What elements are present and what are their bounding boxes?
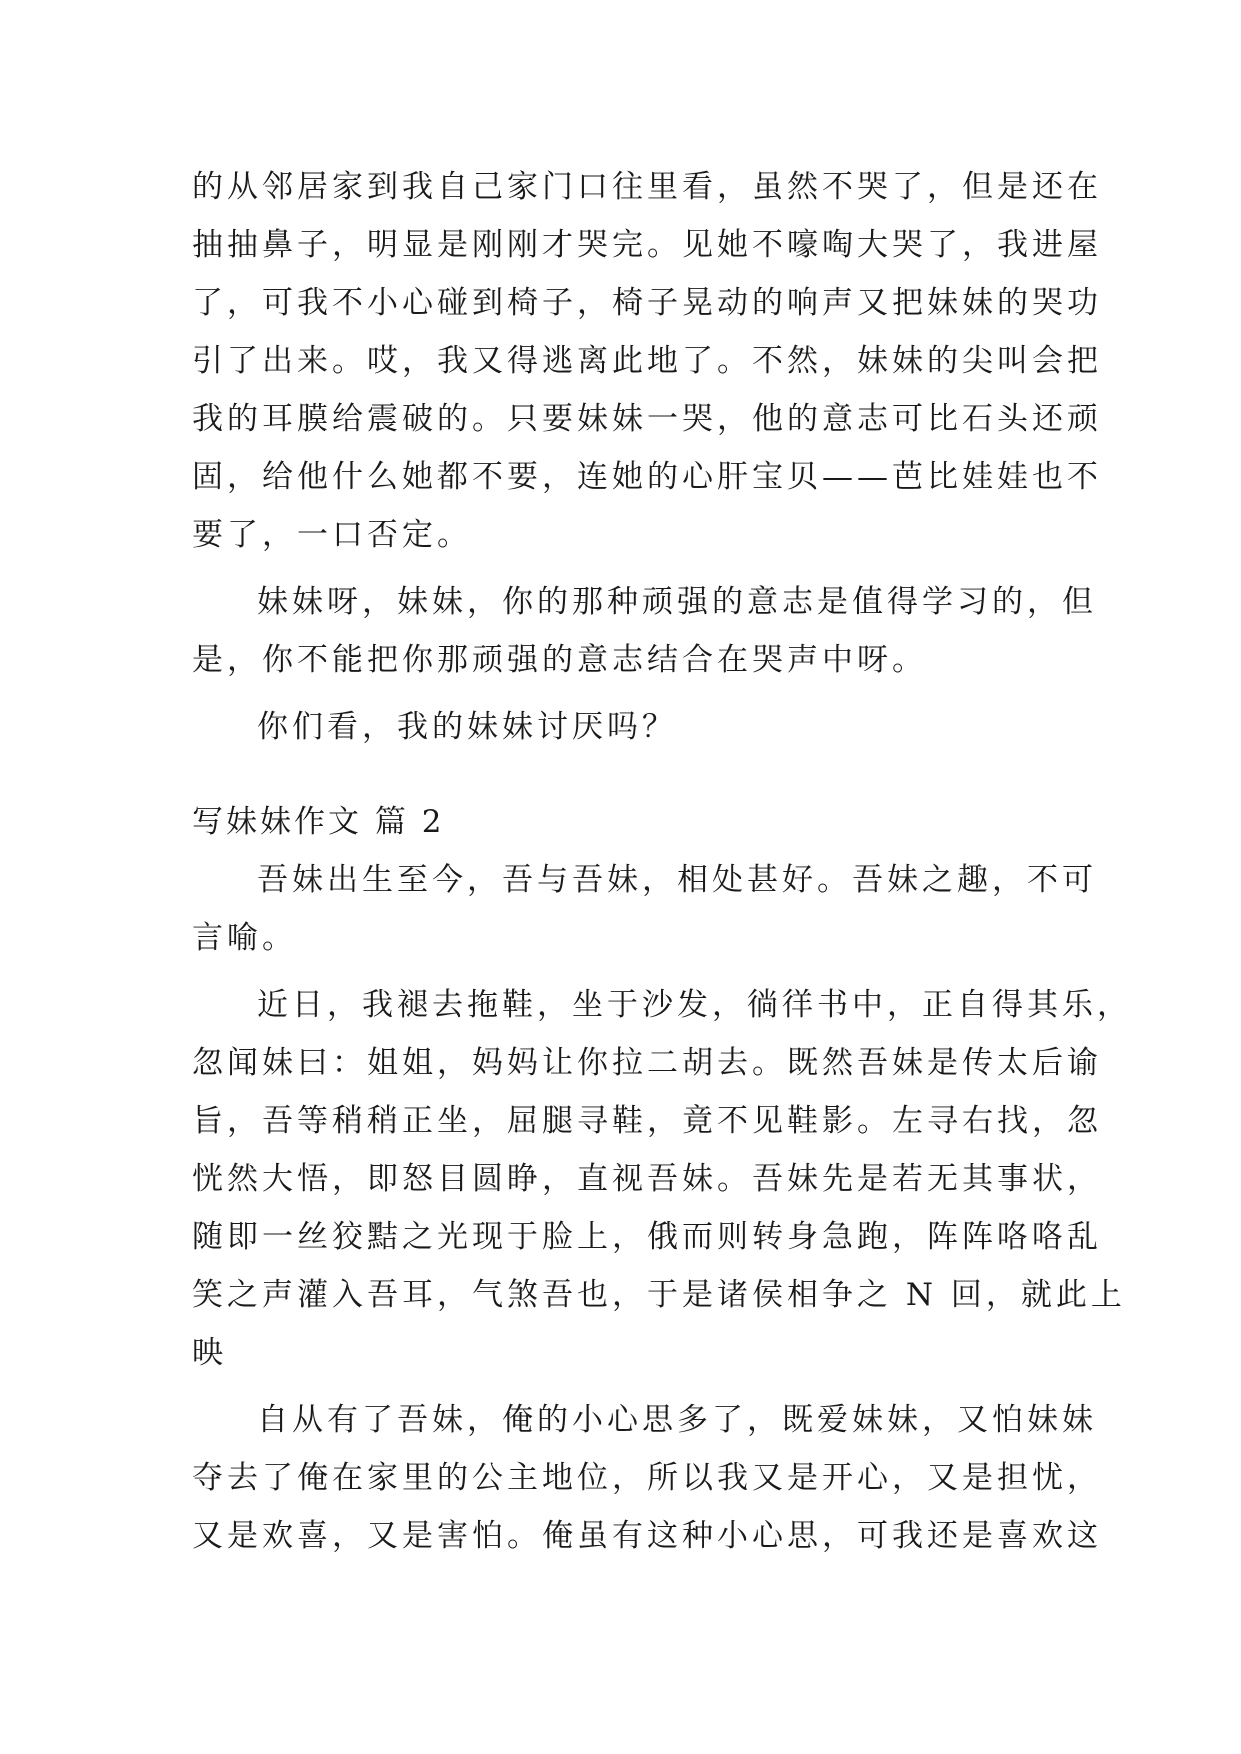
paragraph-1 [192,158,1102,564]
text-line: 忽闻妹曰：姐姐，妈妈让你拉二胡去。既然吾妹是传太后谕 [192,1045,1102,1081]
text-line: 旨，吾等稍稍正坐，屈腿寻鞋，竟不见鞋影。左寻右找，忽 [192,1103,1102,1139]
text-line: 抽抽鼻子，明显是刚刚才哭完。见她不嚎啕大哭了，我进屋 [192,227,1102,263]
text-line: 自从有了吾妹，俺的小心思多了，既爱妹妹，又怕妹妹 [257,1402,1097,1438]
text-line: 你们看，我的妹妹讨厌吗？ [257,709,677,745]
text-line: 近日，我褪去拖鞋，坐于沙发，徜徉书中，正自得其乐， [257,987,1132,1023]
text-line: 是，你不能把你那顽强的意志结合在哭声中呀。 [192,642,927,678]
text-line: 映 [192,1335,227,1371]
section-title: 写妹妹作文 篇 2 [192,804,445,840]
paragraph-5 [192,976,1132,1382]
text-line: 的从邻居家到我自己家门口往里看，虽然不哭了，但是还在 [192,169,1102,205]
text-line: 又是欢喜，又是害怕。俺虽有这种小心思，可我还是喜欢这 [192,1518,1102,1554]
paragraph-6 [192,1391,1102,1565]
paragraph-3 [192,698,1052,756]
text-line: 妹妹呀，妹妹，你的那种顽强的意志是值得学习的，但 [257,584,1097,620]
document-body [192,158,1132,1565]
text-line: 随即一丝狡黠之光现于脸上，俄而则转身急跑，阵阵咯咯乱 [192,1219,1102,1255]
text-line: 要了，一口否定。 [192,517,472,553]
paragraph-4 [192,851,1097,967]
text-line: 引了出来。哎，我又得逃离此地了。不然，妹妹的尖叫会把 [192,343,1102,379]
paragraph-2 [192,573,1097,689]
text-line: 固，给他什么她都不要，连她的心肝宝贝——芭比娃娃也不 [192,459,1102,495]
text-line: 笑之声灌入吾耳，气煞吾也，于是诸侯相争之 N 回，就此上 [192,1277,1126,1313]
text-line: 夺去了俺在家里的公主地位，所以我又是开心，又是担忧， [192,1460,1102,1496]
text-line: 了，可我不小心碰到椅子，椅子晃动的响声又把妹妹的哭功 [192,285,1102,321]
text-line: 我的耳膜给震破的。只要妹妹一哭，他的意志可比石头还顽 [192,401,1102,437]
text-line: 恍然大悟，即怒目圆睁，直视吾妹。吾妹先是若无其事状， [192,1161,1102,1197]
text-line: 吾妹出生至今，吾与吾妹，相处甚好。吾妹之趣，不可 [257,862,1097,898]
text-line: 言喻。 [192,920,297,956]
